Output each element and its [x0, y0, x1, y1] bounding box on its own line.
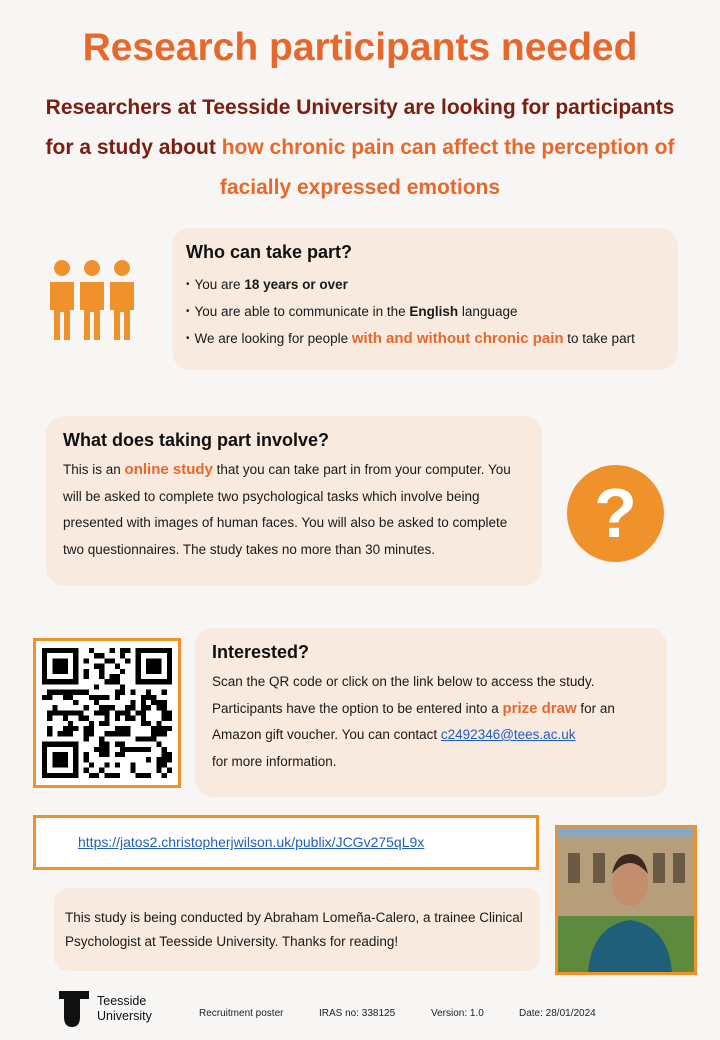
contact-email-link[interactable]: c2492346@tees.ac.uk: [440, 727, 576, 742]
involve-heading: What does taking part involve?: [63, 430, 330, 450]
involve-pre: This is an: [63, 462, 125, 477]
study-link-box: [33, 815, 539, 870]
b3-highlight: with and without chronic pain: [351, 330, 564, 347]
b2-text: You are able to communicate in the: [194, 304, 410, 319]
qr-code[interactable]: [33, 638, 181, 788]
prize-draw-highlight: prize draw: [502, 699, 577, 717]
b2-bold: English: [409, 304, 459, 319]
b1-bold: 18 years or over: [244, 277, 348, 292]
people-icon: [48, 258, 136, 342]
eligibility-list: [186, 271, 664, 352]
b3-post: to take part: [563, 331, 635, 346]
involvement-card: [46, 416, 542, 586]
question-mark-icon: ?: [567, 465, 664, 562]
interested-text: [212, 669, 651, 775]
footer-version: Version: 1.0: [431, 1008, 484, 1019]
teesside-university-logo: [57, 989, 167, 1029]
involve-text: [63, 457, 526, 563]
b1-text: You are: [194, 277, 245, 292]
involve-highlight: online study: [124, 461, 213, 478]
interested-card: [195, 628, 667, 797]
poster-title: Research participants needed: [82, 26, 638, 69]
interested-p3: for more information.: [212, 753, 337, 769]
poster-subtitle: [30, 88, 690, 208]
researcher-photo: [555, 825, 697, 975]
footer-poster: Recruitment poster: [199, 1008, 284, 1019]
conducted-by-card: This study is being conducted by Abraham Lomeña-Calero, a trainee Clinical Psychologist at Teesside University. Thanks for reading!: [54, 888, 540, 971]
footer-iras: IRAS no: 338125: [319, 1008, 396, 1019]
interested-heading: Interested?: [212, 642, 310, 662]
interested-p1: Scan the QR code or click on the link below to access the study. Participants have the option to be entered into a: [212, 674, 595, 716]
logo-line2: University: [97, 1009, 152, 1023]
qr-code-image[interactable]: [42, 647, 172, 779]
who-heading: Who can take part?: [186, 242, 353, 262]
subtitle-highlight: how chronic pain can affect the perception of facially expressed emotions: [219, 136, 675, 199]
list-item: [186, 271, 664, 298]
logo-line1: Teesside: [97, 994, 147, 1008]
footer-date: Date: 28/01/2024: [519, 1008, 596, 1019]
study-link[interactable]: https://jatos2.christopherjwilson.uk/publix/JCGv275qL9x: [78, 834, 425, 850]
list-item: [186, 325, 664, 352]
b2-post: language: [458, 304, 518, 319]
b3-text: We are looking for people: [194, 331, 352, 346]
list-item: [186, 298, 664, 325]
interested-p2: for an Amazon gift voucher. You can contact: [212, 700, 615, 742]
subtitle-text: Researchers at Teesside University are looking for participants for a study about: [45, 96, 675, 159]
involve-post: that you can take part in from your computer. You will be asked to complete two psychological tasks which involve being presented with images of human faces. You will also be asked to complete two questionnaires. The study takes no more than 30 minutes.: [63, 462, 511, 557]
who-can-take-part-card: [172, 228, 678, 370]
